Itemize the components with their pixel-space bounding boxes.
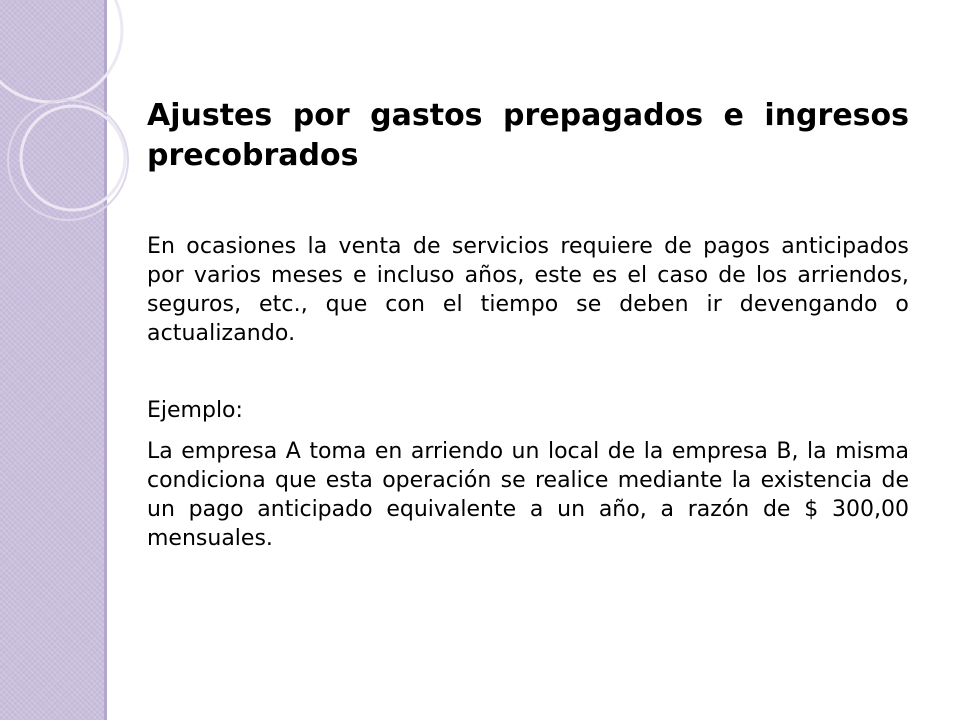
slide-content [147,96,909,553]
decorative-circle-large [0,0,122,102]
decorative-circles [0,0,130,260]
decorative-circle-inner [21,106,125,210]
example-paragraph: La empresa A toma en arriendo un local de la empresa B, la misma condiciona que esta operación se realice mediante la existencia de un pago anticipado equivalente a un año, a razón de $ 300,00 mensuales. [147,439,909,551]
slide-title: Ajustes por gastos prepagados e ingresos precobrados [147,98,909,173]
decorative-circle-outer [8,100,128,220]
example-label: Ejemplo: [147,398,243,423]
intro-paragraph: En ocasiones la venta de servicios requiere de pagos anticipados por varios meses e incluso años, este es el caso de los arriendos, seguros, etc., que con el tiempo se deben ir devengando o actualizando. [147,234,909,346]
